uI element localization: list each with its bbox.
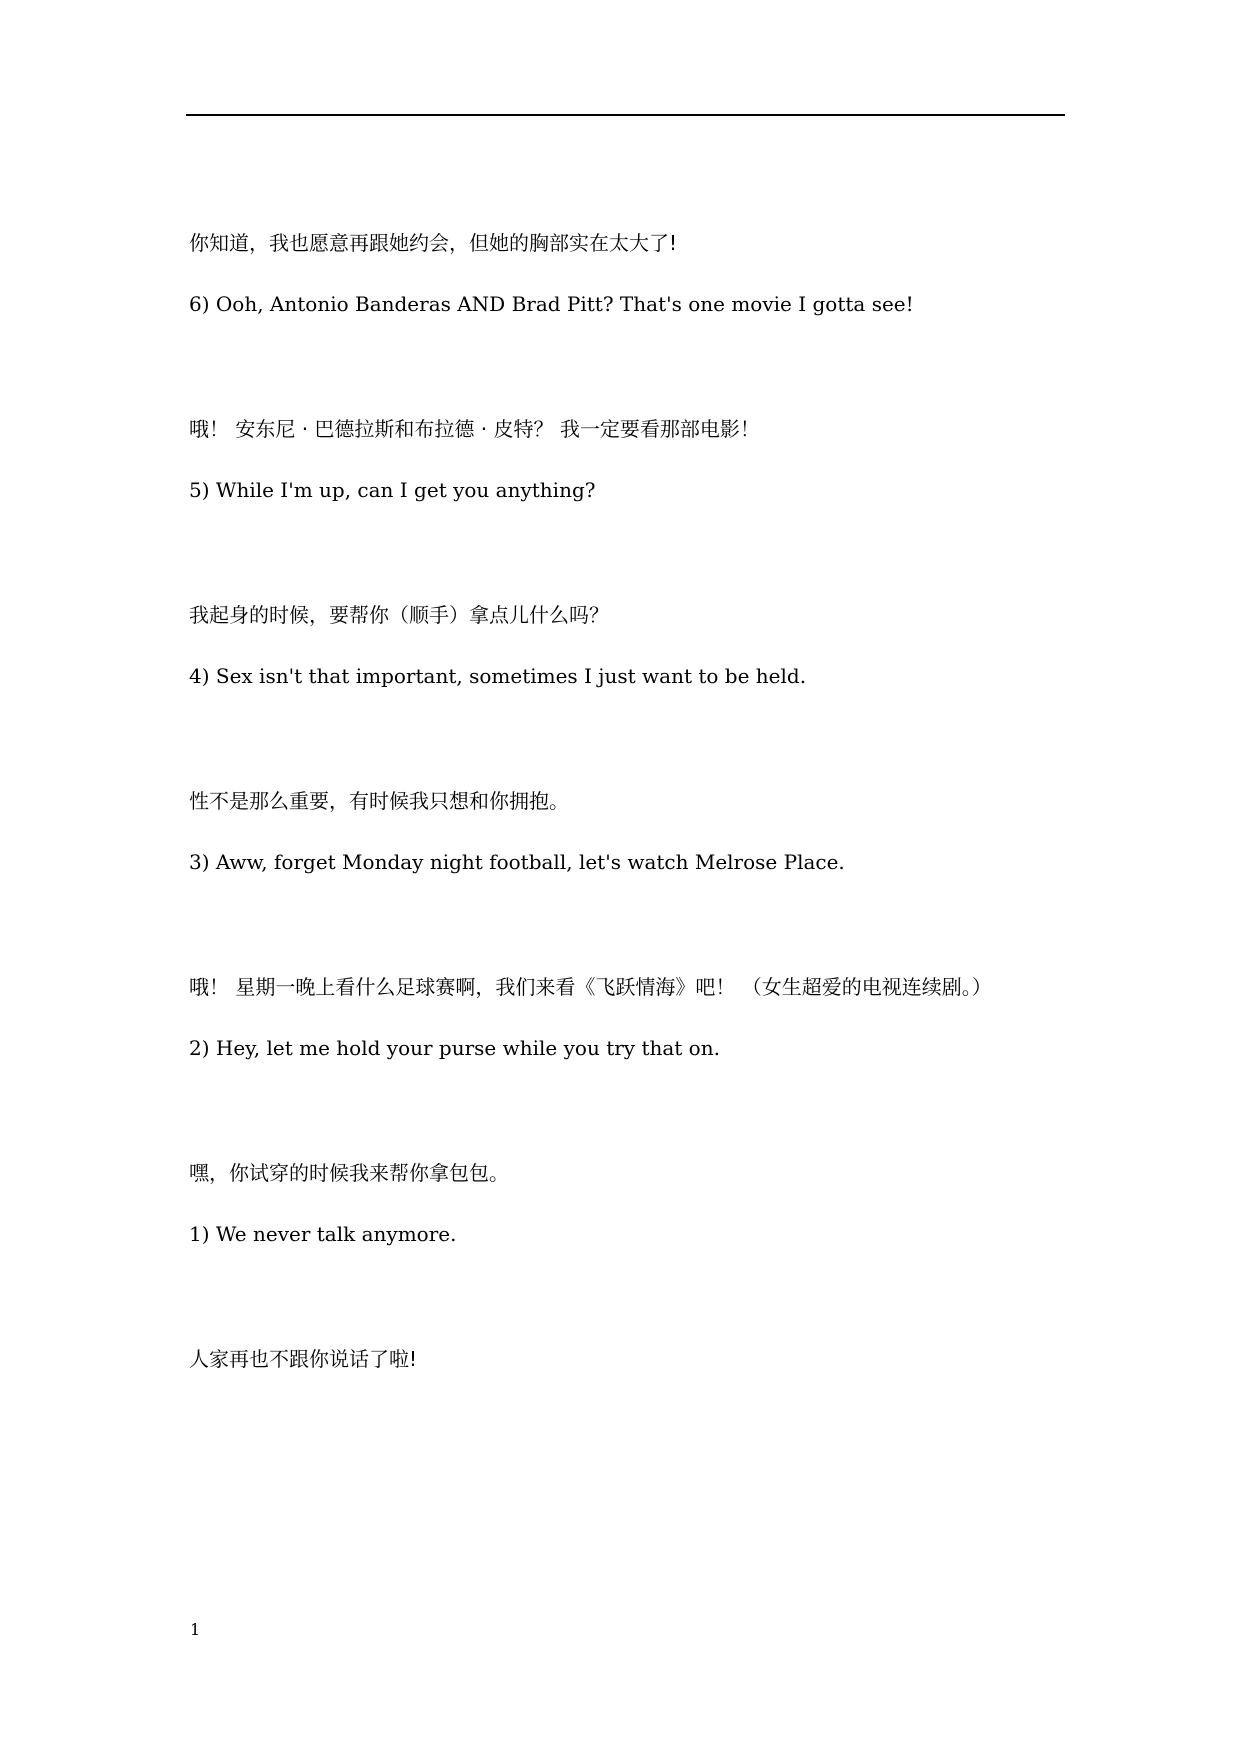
text-line-zh: 性不是那么重要，有时候我只想和你拥抱。 <box>189 789 569 813</box>
text-line-en: 1) We never talk anymore. <box>189 1222 457 1246</box>
text-line-zh: 人家再也不跟你说话了啦! <box>189 1347 418 1371</box>
text-line-zh: 哦！ 星期一晚上看什么足球赛啊，我们来看《飞跃情海》吧！ （女生超爱的电视连续剧。） <box>189 975 992 999</box>
header-rule <box>186 114 1065 116</box>
text-line-zh: 哦！ 安东尼 · 巴德拉斯和布拉德 · 皮特？ 我一定要看那部电影！ <box>189 417 760 441</box>
page-number: 1 <box>190 1620 201 1639</box>
text-line-zh: 嘿，你试穿的时候我来帮你拿包包。 <box>189 1161 509 1185</box>
text-line-en: 5) While I'm up, can I get you anything? <box>189 478 596 502</box>
text-line-zh: 我起身的时候，要帮你（顺手）拿点儿什么吗？ <box>189 603 609 627</box>
text-line-en: 2) Hey, let me hold your purse while you try that on. <box>189 1036 720 1060</box>
text-line-zh: 你知道，我也愿意再跟她约会，但她的胸部实在太大了! <box>189 231 678 255</box>
text-line-en: 4) Sex isn't that important, sometimes I just want to be held. <box>189 664 807 688</box>
text-line-en: 6) Ooh, Antonio Banderas AND Brad Pitt? That's one movie I gotta see! <box>189 292 914 316</box>
text-line-en: 3) Aww, forget Monday night football, let's watch Melrose Place. <box>189 850 845 874</box>
